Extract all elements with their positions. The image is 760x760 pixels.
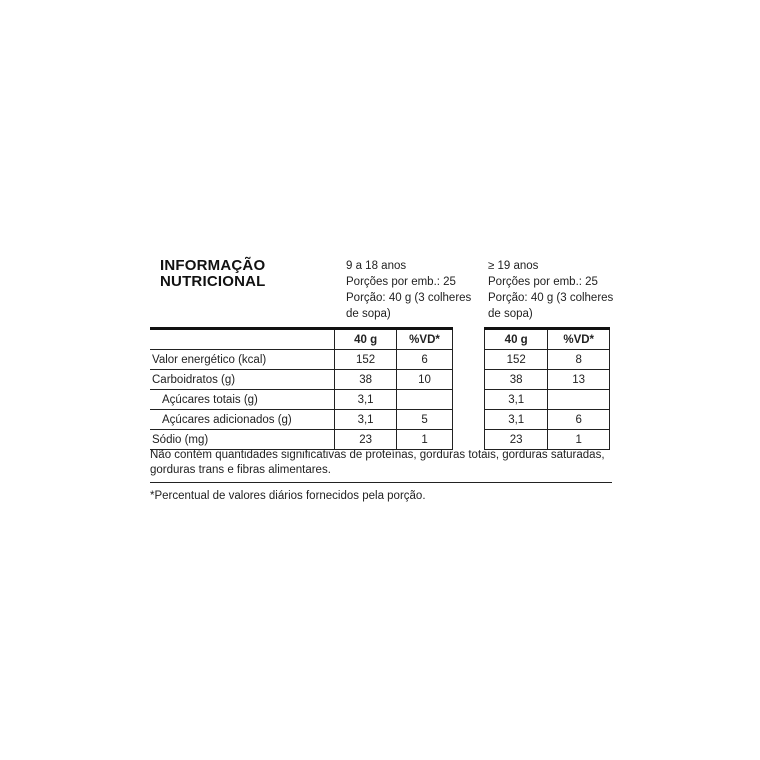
group-portion: Porção: 40 g (3 colheres — [488, 292, 614, 304]
amount-cell: 152 — [335, 350, 397, 370]
dv-cell: 8 — [548, 350, 610, 370]
group-portion: Porção: 40 g (3 colheres — [346, 292, 472, 304]
dv-cell: 5 — [397, 410, 453, 430]
dv-cell: 1 — [397, 430, 453, 450]
dv-cell: 1 — [548, 430, 610, 450]
nutrient-name: Valor energético (kcal) — [150, 350, 335, 370]
label-title — [160, 258, 266, 290]
group-age: ≥ 19 anos — [488, 260, 539, 272]
amount-cell: 152 — [485, 350, 548, 370]
nutrition-table-adults — [484, 327, 610, 450]
dv-cell: 13 — [548, 370, 610, 390]
table-row — [150, 390, 453, 410]
table-row — [485, 390, 610, 410]
amount-header: 40 g — [485, 329, 548, 350]
table-row — [485, 370, 610, 390]
amount-header: 40 g — [335, 329, 397, 350]
amount-cell: 38 — [485, 370, 548, 390]
table-row — [150, 410, 453, 430]
group-age: 9 a 18 anos — [346, 260, 407, 272]
table-row — [485, 350, 610, 370]
group-servings: Porções por emb.: 25 — [346, 276, 456, 288]
group-header-teens — [346, 258, 471, 322]
dv-cell — [397, 390, 453, 410]
dv-header: %VD* — [548, 329, 610, 350]
title-line-1: INFORMAÇÃO — [160, 257, 266, 274]
dv-cell: 6 — [397, 350, 453, 370]
footnote: Não contém quantidades significativas de proteínas, gorduras totais, gorduras saturadas, gorduras trans e fibras alimentares. — [150, 449, 605, 476]
amount-cell: 3,1 — [485, 390, 548, 410]
amount-cell: 23 — [485, 430, 548, 450]
dv-cell: 6 — [548, 410, 610, 430]
table-header-row — [150, 329, 453, 350]
table-row — [150, 370, 453, 390]
nutrition-table-teens — [150, 327, 453, 450]
table-row — [485, 410, 610, 430]
amount-cell: 3,1 — [485, 410, 548, 430]
nutrient-name: Açúcares adicionados (g) — [150, 410, 335, 430]
dv-header: %VD* — [397, 329, 453, 350]
amount-cell: 3,1 — [335, 390, 397, 410]
dv-cell: 10 — [397, 370, 453, 390]
dv-cell — [548, 390, 610, 410]
nutrient-name: Açúcares totais (g) — [150, 390, 335, 410]
group-portion-cont: de sopa) — [488, 308, 533, 320]
amount-cell: 3,1 — [335, 410, 397, 430]
dv-note: *Percentual de valores diários fornecidos pela porção. — [150, 490, 426, 502]
amount-cell: 23 — [335, 430, 397, 450]
group-portion-cont: de sopa) — [346, 308, 391, 320]
group-servings: Porções por emb.: 25 — [488, 276, 598, 288]
divider — [150, 482, 612, 483]
table-row — [150, 350, 453, 370]
nutrient-name: Carboidratos (g) — [150, 370, 335, 390]
blank-header — [150, 329, 335, 350]
amount-cell: 38 — [335, 370, 397, 390]
nutrient-name: Sódio (mg) — [150, 430, 335, 450]
table-row — [150, 430, 453, 450]
table-header-row — [485, 329, 610, 350]
table-row — [485, 430, 610, 450]
title-line-2: NUTRICIONAL — [160, 273, 266, 290]
group-header-adults — [488, 258, 613, 322]
